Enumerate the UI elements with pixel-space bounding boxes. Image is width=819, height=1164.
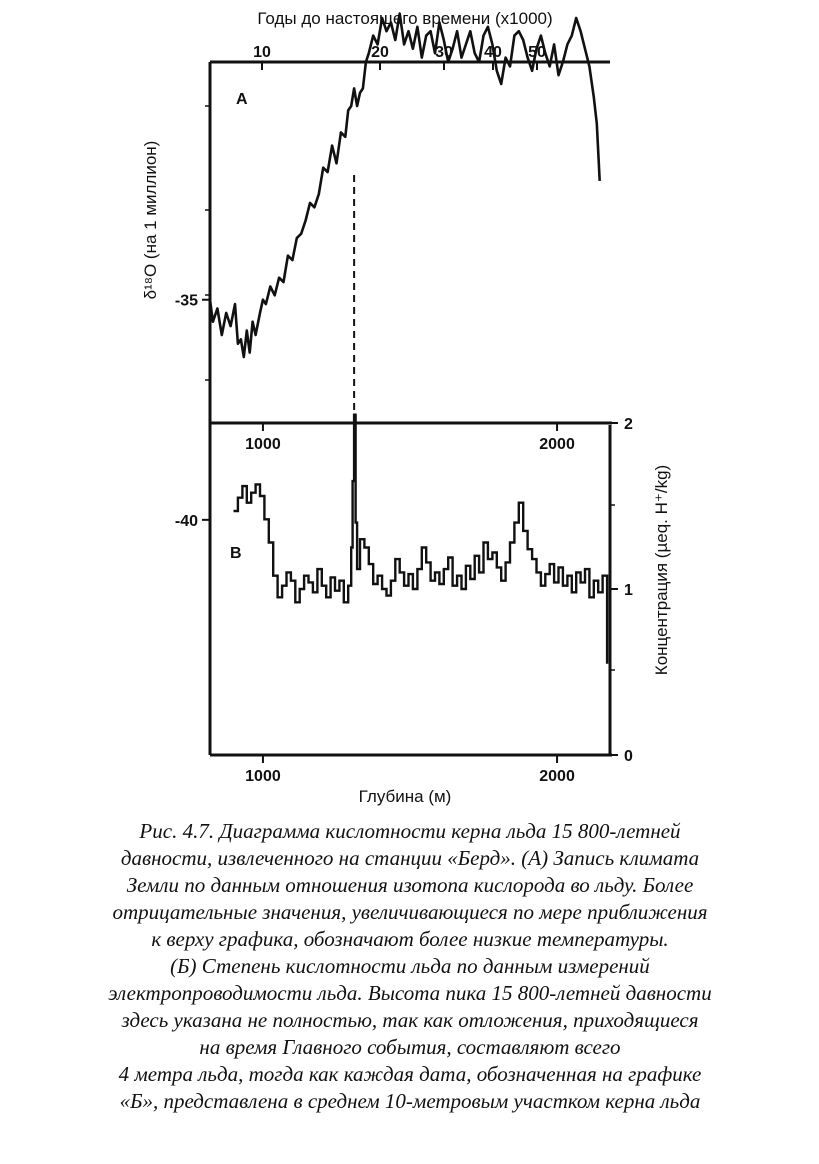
panel-a-y-tick-label: -35 — [174, 292, 198, 310]
caption-line: к верху графика, обозначают более низкие температуры. — [151, 927, 669, 951]
x-axis-title: Глубина (м) — [358, 787, 452, 806]
panel-b-y-tick-label: 2 — [624, 416, 633, 433]
bottom-depth-tick-label: 2000 — [539, 768, 575, 785]
caption-line: отрицательные значения, увеличивающиеся по мере приближения — [112, 900, 708, 924]
figure-caption — [20, 818, 800, 1115]
top-tick-label: 50 — [528, 44, 546, 61]
caption-line: 4 метра льда, тогда как каждая дата, обозначенная на графике — [118, 1062, 702, 1086]
caption-line: давности, извлеченного на станции «Берд». (А) Запись климата — [120, 846, 700, 870]
top-axis-title: Годы до настоящего времени (x1000) — [257, 9, 553, 28]
panel-a-y-tick-label: -40 — [174, 512, 198, 530]
isotope-series-line — [210, 14, 600, 357]
top-tick-label: 10 — [253, 44, 271, 61]
mid-depth-tick-label: 1000 — [245, 436, 281, 453]
panel-a-y-axis-title: δ¹⁸O (на 1 миллион) — [141, 140, 160, 300]
mid-depth-tick-label: 2000 — [539, 436, 575, 453]
panel-a-label: A — [236, 91, 248, 108]
caption-line: «Б», представлена в среднем 10-метровым участком керна льда — [119, 1089, 701, 1113]
panel-b-y-tick-label: 1 — [624, 582, 633, 599]
caption-line: (Б) Степень кислотности льда по данным измерений — [170, 954, 650, 978]
caption-line: на время Главного события, составляют всего — [199, 1035, 621, 1059]
caption-line: электропроводимости льда. Высота пика 15 800-летней давности — [108, 981, 712, 1005]
panel-b-y-tick-label: 0 — [624, 748, 633, 765]
panel-b-label: B — [230, 545, 242, 562]
caption-line: Рис. 4.7. Диаграмма кислотности керна льда 15 800-летней — [139, 819, 681, 843]
panel-b-y-axis-title: Концентрация (µeq. H⁺/kg) — [652, 464, 671, 676]
caption-line: здесь указана не полностью, так как отложения, приходящиеся — [121, 1008, 699, 1032]
bottom-depth-tick-label: 1000 — [245, 768, 281, 785]
caption-line: Земли по данным отношения изотопа кислорода во льду. Более — [126, 873, 694, 897]
top-tick-label: 20 — [371, 44, 389, 61]
top-tick-label: 40 — [484, 44, 502, 61]
top-tick-label: 30 — [435, 44, 453, 61]
